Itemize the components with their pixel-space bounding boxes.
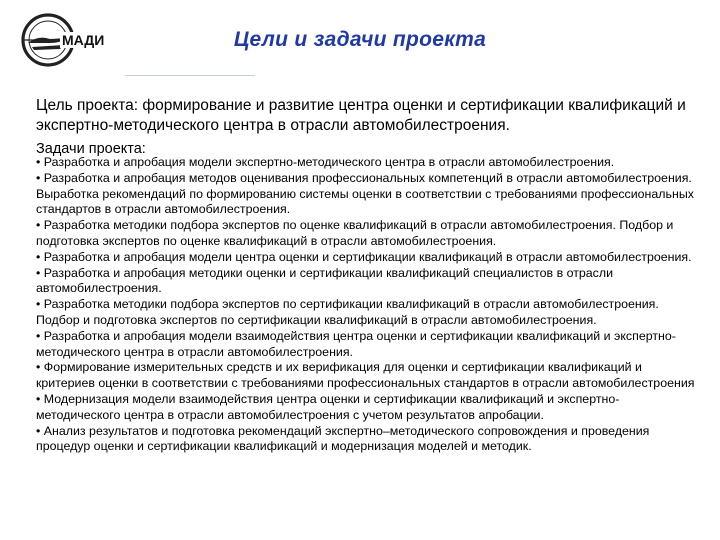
task-item: • Формирование измерительных средств и их верификация для оценки и сертификации квалификаций и критериев оценки в соответствии с требованиями профессиональных стандартов в отрасли автомобилестроения — [36, 360, 695, 391]
task-item: • Разработка методики подбора экспертов по оценке квалификаций в отрасли автомобилестроения. Подбор и подготовка экспертов по оценке квалификаций в отрасли автомобилестроения. — [36, 218, 674, 248]
task-item: • Разработка и апробация модели центра оценки и сертификации квалификаций в отрасли автомобилестроения. — [36, 249, 692, 264]
slide-title: Цели и задачи проекта — [233, 28, 487, 51]
task-item: • Модернизация модели взаимодействия центра оценки и сертификации квалификаций и экспертно-методического центра в отрасли автомобилестроения с учетом результатов апробации. — [36, 391, 620, 422]
task-item: • Разработка методики подбора экспертов по сертификации квалификаций в отрасли автомобилестроения. Подбор и подготовка экспертов по сертификации квалификаций в отрасли автомобилестроения. — [36, 297, 659, 327]
project-goal — [36, 96, 686, 136]
goal-label: Цель проекта: — [36, 97, 139, 114]
task-item: • Разработка и апробация модели экспертно-методического центра в отрасли автомобилестроения. — [36, 155, 615, 169]
tasks-list — [36, 155, 696, 455]
logo-text: МАДИ — [62, 32, 105, 48]
title-divider — [125, 75, 255, 76]
task-item: • Разработка и апробация методов оценивания профессиональных компетенций в отрасли автомобилестроения. Выработка рекомендаций по формированию системы оценки в соответствии с требованиями профессиональных стандартов в отрасли автомобилестроения. — [36, 170, 694, 217]
tasks-heading: Задачи проекта: — [36, 141, 146, 157]
task-item: • Анализ результатов и подготовка рекомендаций экспертно–методического сопровождения и проведения процедур оценки и сертификации квалификаций и модернизация моделей и методик. — [36, 423, 650, 454]
task-item: • Разработка и апробация методики оценки и сертификации квалификаций специалистов в отрасли автомобилестроения. — [36, 265, 614, 296]
goal-text: формирование и развитие центра оценки и сертификации квалификаций и экспертно-методического центра в отрасли автомобилестроения. — [36, 97, 686, 134]
task-item: • Разработка и апробация модели взаимодействия центра оценки и сертификации квалификаций и экспертно-методического центра в отрасли автомобилестроения. — [36, 328, 676, 359]
madi-logo — [20, 12, 112, 68]
